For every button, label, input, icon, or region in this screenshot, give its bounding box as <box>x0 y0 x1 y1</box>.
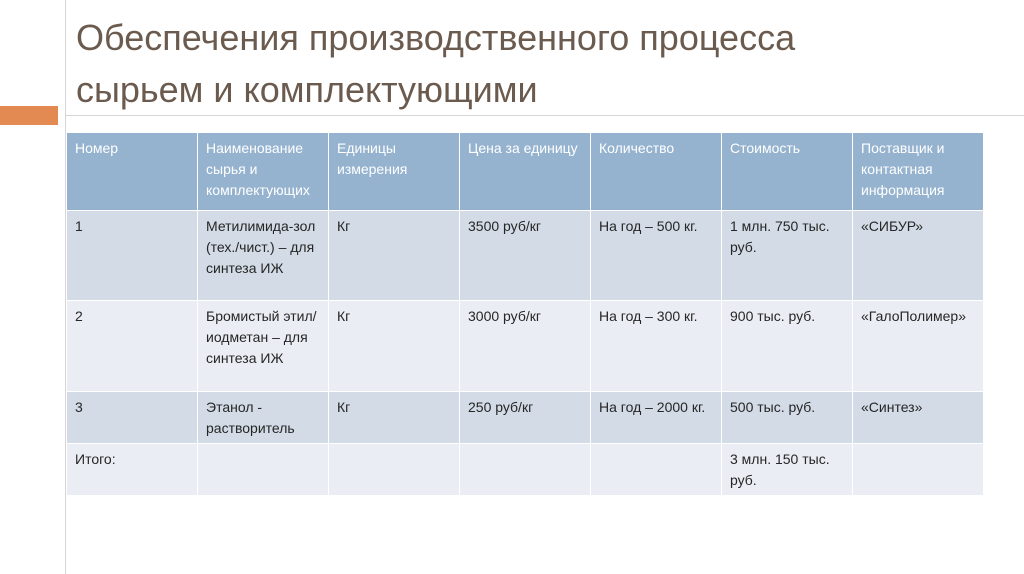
cell-cost: 900 тыс. руб. <box>722 301 853 392</box>
table-total-row <box>67 444 984 496</box>
cell-units: Кг <box>329 392 460 444</box>
cell-number: 2 <box>67 301 198 392</box>
cell-units: Кг <box>329 301 460 392</box>
header-cost: Стоимость <box>722 133 853 211</box>
table-row <box>67 301 984 392</box>
cell-empty <box>460 444 591 496</box>
supply-table <box>67 133 984 496</box>
slide-title <box>76 12 976 116</box>
cell-price: 250 руб/кг <box>460 392 591 444</box>
cell-total-cost: 3 млн. 150 тыс. руб. <box>722 444 853 496</box>
cell-number: 3 <box>67 392 198 444</box>
cell-name: Бромистый этил/ иодметан – для синтеза ИЖ <box>198 301 329 392</box>
cell-total-label: Итого: <box>67 444 198 496</box>
cell-name: Метилимида-зол (тех./чист.) – для синтеза ИЖ <box>198 211 329 301</box>
header-number: Номер <box>67 133 198 211</box>
cell-quantity: На год – 300 кг. <box>591 301 722 392</box>
accent-bar <box>0 106 58 125</box>
header-units: Единицы измерения <box>329 133 460 211</box>
header-quantity: Количество <box>591 133 722 211</box>
table-row <box>67 211 984 301</box>
cell-number: 1 <box>67 211 198 301</box>
slide-title-line-2: сырьем и комплектующими <box>76 69 538 110</box>
cell-empty <box>198 444 329 496</box>
cell-supplier: «СИБУР» <box>853 211 984 301</box>
cell-empty <box>591 444 722 496</box>
cell-cost: 500 тыс. руб. <box>722 392 853 444</box>
cell-empty <box>853 444 984 496</box>
cell-empty <box>329 444 460 496</box>
header-name: Наименование сырья и комплектующих <box>198 133 329 211</box>
cell-units: Кг <box>329 211 460 301</box>
header-supplier: Поставщик и контактная информация <box>853 133 984 211</box>
cell-quantity: На год – 2000 кг. <box>591 392 722 444</box>
cell-price: 3000 руб/кг <box>460 301 591 392</box>
cell-supplier: «Синтез» <box>853 392 984 444</box>
vertical-divider <box>65 0 66 574</box>
cell-name: Этанол - растворитель <box>198 392 329 444</box>
table-header-row <box>67 133 984 211</box>
cell-cost: 1 млн. 750 тыс. руб. <box>722 211 853 301</box>
cell-supplier: «ГалоПолимер» <box>853 301 984 392</box>
cell-price: 3500 руб/кг <box>460 211 591 301</box>
header-price: Цена за единицу <box>460 133 591 211</box>
cell-quantity: На год – 500 кг. <box>591 211 722 301</box>
slide-title-line-1: Обеспечения производственного процесса <box>76 17 796 58</box>
table-row <box>67 392 984 444</box>
